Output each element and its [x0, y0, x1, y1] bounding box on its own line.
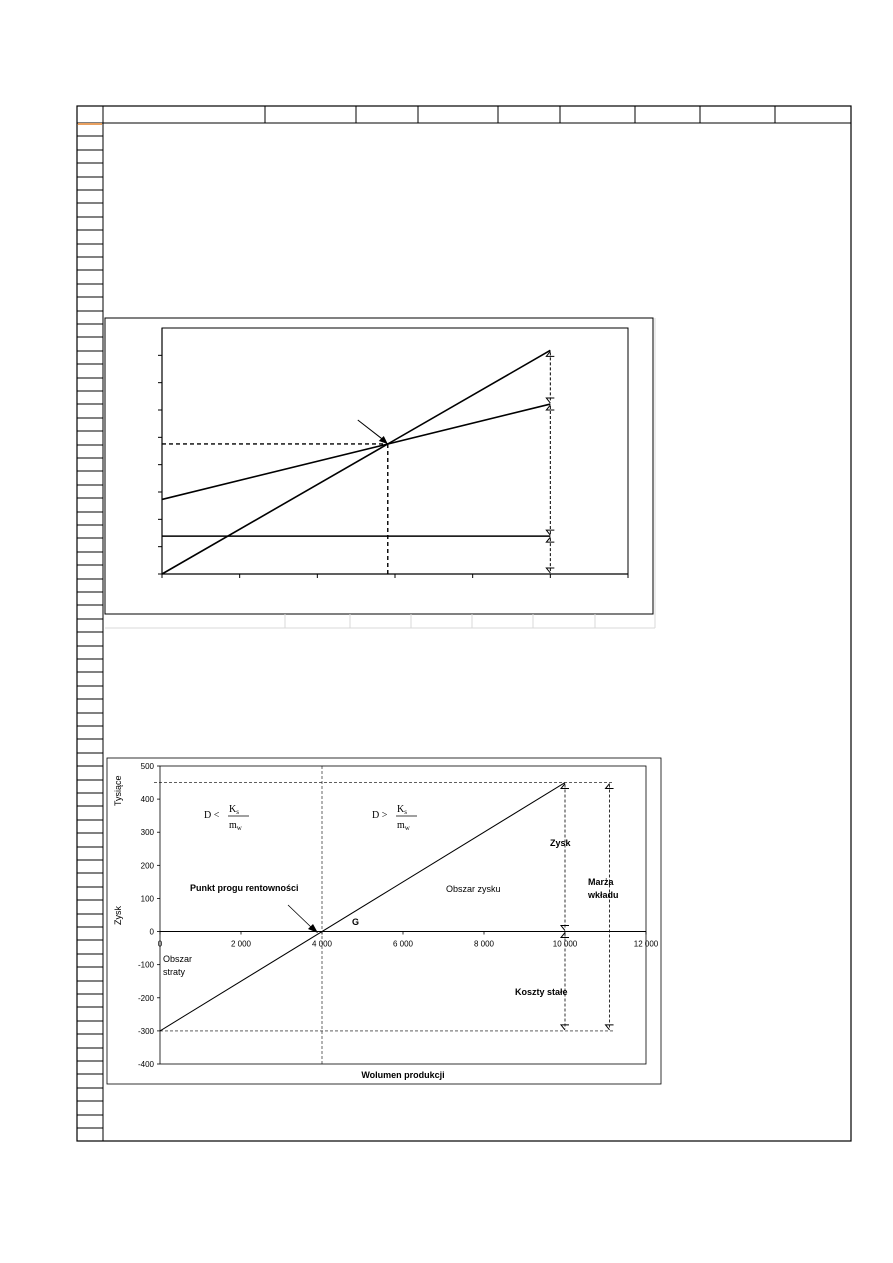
- profit-area-label: Obszar zysku: [446, 884, 501, 894]
- chart2-ytick-label: 300: [140, 828, 154, 838]
- svg-text:mw: $m_w$: [397, 820, 410, 832]
- chart2-xtick-label: 4 000: [311, 939, 333, 949]
- column-header-row: [77, 106, 851, 123]
- chart2-ytick-label: 400: [140, 795, 154, 805]
- chart1-frame: [105, 318, 653, 614]
- svg-text:D <: D <: [204, 810, 220, 821]
- svg-text:D >: D >: [372, 810, 388, 821]
- contribution-label-2: wkładu: [588, 890, 619, 900]
- chart2-xtick-label: 6 000: [392, 939, 414, 949]
- chart2-ylabel-mid: Zysk: [113, 906, 123, 925]
- loss-area-label-1: Obszar: [163, 954, 193, 964]
- profit-volume-chart: [107, 758, 661, 1084]
- chart2-xtick-label: 8 000: [473, 939, 495, 949]
- chart2-xtick-label: 2 000: [230, 939, 252, 949]
- chart2-xtick-label: 0: [157, 939, 163, 949]
- cost-volume-profit-chart: [105, 318, 653, 614]
- svg-text:mw: $m_w$: [229, 820, 242, 832]
- contribution-label-1: Marża: [588, 877, 614, 887]
- loss-area-label-2: straty: [163, 967, 186, 977]
- chart2-ytick-label: -300: [137, 1026, 154, 1036]
- row-header-column: [77, 106, 103, 1141]
- chart2-ytick-label: -400: [137, 1060, 154, 1069]
- chart2-ytick-label: 200: [140, 861, 154, 871]
- chart2-ytick-label: 0: [149, 927, 154, 937]
- point-g-label: G: [352, 917, 360, 927]
- active-cell-marker: [78, 123, 102, 125]
- chart2-xlabel: Wolumen produkcji: [361, 1070, 445, 1080]
- chart2-frame: [107, 758, 661, 1084]
- chart2-xtick-label: 10 000: [552, 939, 578, 949]
- chart2-xtick-label: 12 000: [633, 939, 659, 949]
- fixed-costs-label: Koszty stałe: [515, 987, 568, 997]
- svg-text:Ks: $K_s$: [397, 804, 407, 816]
- profit-label: Zysk: [550, 838, 571, 848]
- chart2-ytick-label: 100: [140, 894, 154, 904]
- chart2-ytick-label: -100: [137, 960, 154, 970]
- chart2-ytick-label: 500: [140, 762, 154, 771]
- break-even-label: Punkt progu rentowności: [190, 883, 299, 893]
- chart2-ytick-label: -200: [137, 993, 154, 1003]
- svg-text:Ks: $K_s$: [229, 804, 239, 816]
- chart2-ylabel-top: Tysiące: [113, 775, 123, 806]
